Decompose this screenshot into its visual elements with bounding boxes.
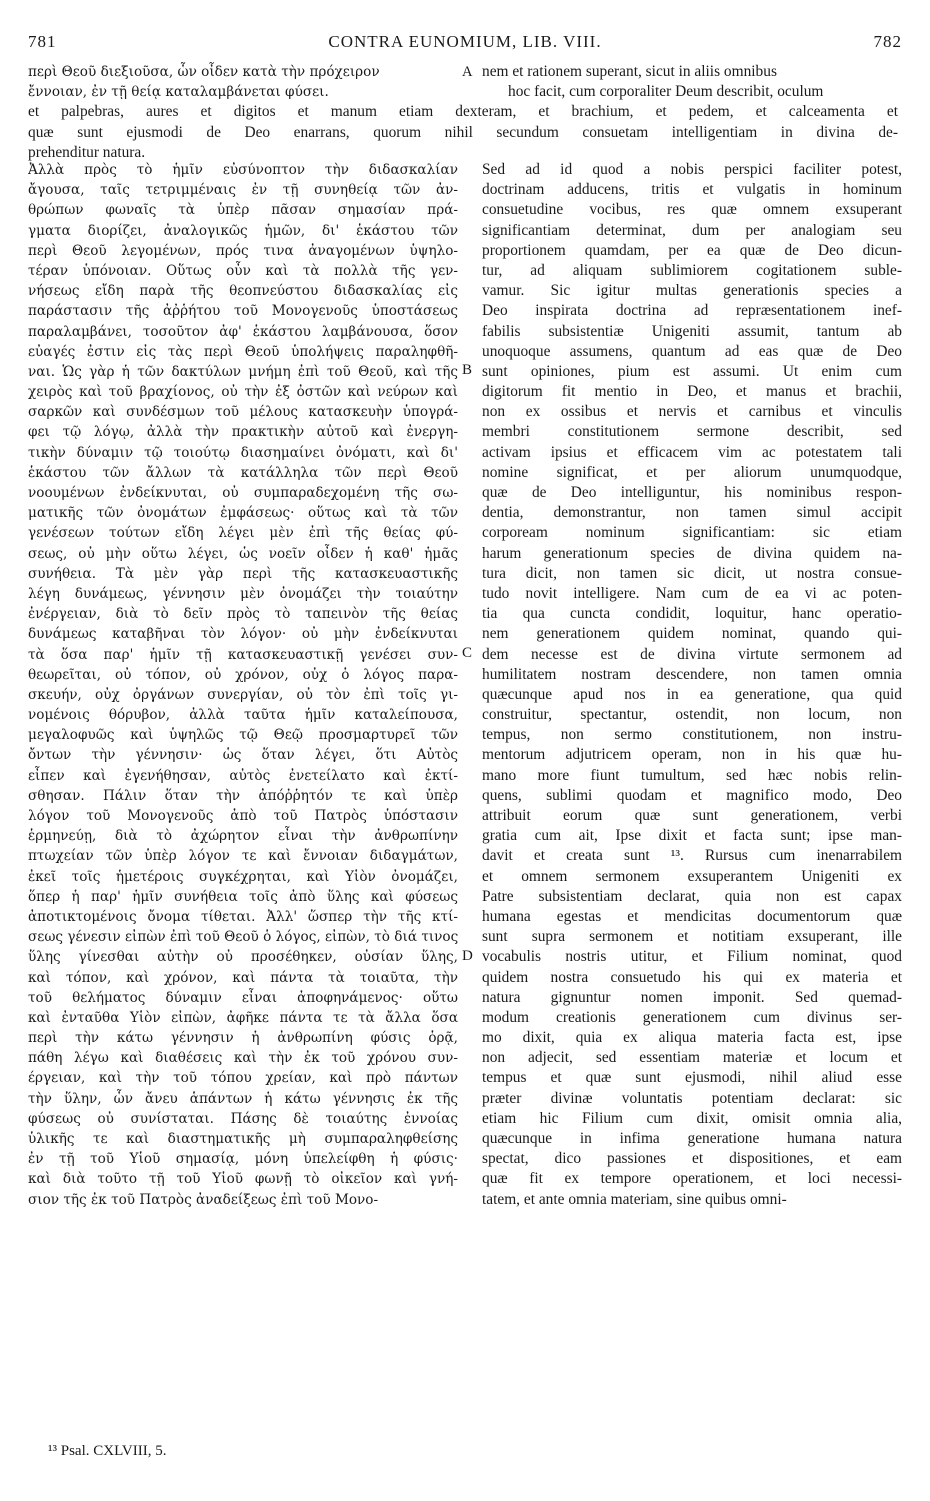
greek-line: τὰ ὅσα παρ' ἡμῖν τῇ κατασκευαστικῇ γενέσει συν- xyxy=(28,646,458,663)
section-marker: A xyxy=(462,64,473,80)
greek-line: ἐν τῇ τοῦ Υἱοῦ σημασίᾳ, μόνη ὑπελείφθη ἡ φύσις· xyxy=(28,1151,458,1168)
greek-line: ἄγουσα, ταῖς τετριμμέναις ἐν τῇ συνηθείᾳ τῶν ἀν- xyxy=(28,182,458,199)
greek-line: ἑρμηνεύῃ, διὰ τὸ ἀχώρητον εἶναι τὴν ἀνθρωπίνην xyxy=(28,828,458,845)
latin-wide-line: quæ sunt ejusmodi de Deo enarrans, quorum nihil secundum consuetam intelligentiam in divina de- xyxy=(28,123,898,141)
latin-column xyxy=(482,160,902,1210)
latin-line: et omnem sermonem exsuperantem Unigeniti ex xyxy=(482,867,902,885)
latin-line: non adjecit, sed essentiam materiæ et locum et xyxy=(482,1049,902,1067)
greek-line: ματικῆς τῶν ὀνομάτων ἐμφάσεως· οὕτως καὶ τὰ τῶν xyxy=(28,505,458,522)
latin-line: vocabulis nostris utitur, et Filium nominat, quod xyxy=(482,948,902,966)
latin-wide-line: prehenditur natura. xyxy=(28,143,146,161)
greek-line: ἐνέργειαν, διὰ τὸ δεῖν πρὸς τὸ ταπεινὸν τῆς θείας xyxy=(28,606,458,623)
latin-line: significantiam determinat, dum per analogiam seu xyxy=(482,221,902,239)
latin-line: vamur. Sic igitur multas generationis species a xyxy=(482,282,902,300)
greek-line: σεως γένεσιν εἰπὼν ἐπὶ τοῦ Θεοῦ ὁ λόγος, εἰπὼν, τὸ διά τινος xyxy=(28,929,458,946)
greek-line: πτωχείαν τῶν ὑπὲρ λόγον τε καὶ ἔννοιαν διδαγμάτων, xyxy=(28,848,458,865)
greek-line: τέραν ὑπόνοιαν. Οὕτως οὖν καὶ τὰ πολλὰ τῆς γεν- xyxy=(28,262,458,279)
greek-line: θρώπων φωναῖς τὰ ὑπὲρ πᾶσαν σημασίαν πρά- xyxy=(28,202,458,219)
latin-line: sunt supra sermonem et notitiam exsuperant, ille xyxy=(482,928,902,946)
latin-line: unoquoque assumens, quantum ad eas quæ de Deo xyxy=(482,342,902,360)
greek-line: θεωρεῖται, οὐ τόπον, οὐ χρόνον, οὐχ ὁ λόγος παρα- xyxy=(28,666,458,683)
latin-line: sunt opiniones, pium est assumi. Ut enim cum xyxy=(482,362,902,380)
greek-line: ἑκάστου τῶν ἄλλων τὰ κατάλληλα τῶν περὶ Θεοῦ xyxy=(28,464,458,481)
page-number-right: 782 xyxy=(873,32,902,51)
greek-line: ὅπερ ἡ παρ' ἡμῖν συνήθεια τοῖς ἀπὸ ὕλης καὶ φύσεως xyxy=(28,888,458,905)
greek-line: ὕλης γίνεσθαι αὐτὴν οὐ προσέθηκεν, οὐσίαν ὕλης, xyxy=(28,949,458,966)
latin-line: Deo inspirata doctrina ad repræsentationem inef- xyxy=(482,302,902,320)
greek-line: λόγον τοῦ Μονογενοῦς ἀπὸ τοῦ Πατρὸς ὑπόστασιν xyxy=(28,808,458,824)
greek-line: σκευήν, οὐχ ὀργάνων συνεργίαν, οὐ τὸν ἐπὶ τοῖς γι- xyxy=(28,686,458,703)
latin-line: quens, sublimi quodam et magnifico modo, Deo xyxy=(482,786,902,804)
latin-line: tura dicit, non tamen sic dicit, ut nostra consue- xyxy=(482,564,902,582)
latin-text: hoc facit, cum corporaliter Deum describit, oculum xyxy=(508,83,824,101)
latin-line: etiam hic Filium cum dixit, omisit omnia alia, xyxy=(482,1109,902,1127)
greek-text: περὶ Θεοῦ διεξιοῦσα, ὧν οἶδεν κατὰ τὴν πρόχειρον xyxy=(28,64,380,80)
latin-line: humilitatem nostram descendere, non tamen omnia xyxy=(482,665,902,683)
greek-line: μεγαλοφυῶς καὶ ὑψηλῶς τῷ Θεῷ προσμαρτυρεῖ τῶν xyxy=(28,727,458,744)
greek-line: τὴν ὕλην, ὧν ἄνευ ἁπάντων ἡ κάτω γέννησις ἐκ τῆς xyxy=(28,1090,458,1107)
greek-line: καὶ ἐνταῦθα Υἱὸν εἰπὼν, ἀφῆκε πάντα τε τὰ ἄλλα ὅσα xyxy=(28,1009,458,1026)
latin-line: non ex ossibus et nervis et carnibus et vinculis xyxy=(482,403,902,421)
greek-line: ἐκεῖ τοῖς ἡμετέροις συγκέχρηται, καὶ Υἱὸν ὀνομάζει, xyxy=(28,868,458,885)
latin-line: davit et creata sunt ¹³. Rursus cum inenarrabilem xyxy=(482,847,902,865)
greek-line: φει τῷ λόγῳ, ἀλλὰ τὴν πρακτικὴν αὐτοῦ καὶ ἐνεργη- xyxy=(28,424,458,441)
greek-line: γματα διορίζει, ἀναλογικῶς ἡμῶν, δι' ἑκάστου τῶν xyxy=(28,222,458,239)
top-block xyxy=(28,62,898,163)
greek-line: περὶ τὴν κάτω γέννησιν ἡ ἀνθρωπίνη φύσις ὁρᾷ, xyxy=(28,1030,458,1047)
latin-line: quidem nostra consuetudo his qui ex materia et xyxy=(482,968,902,986)
latin-line: Patre subsistentiam declarat, quia non est capax xyxy=(482,887,902,905)
latin-text: nem et rationem superant, sicut in aliis omnibus xyxy=(482,63,777,80)
latin-line: modum creationis generationem cum divinus ser- xyxy=(482,1008,902,1026)
greek-line: ναι. Ὡς γὰρ ἡ τῶν δακτύλων μνήμη ἐπὶ τοῦ Θεοῦ, καὶ τῆς xyxy=(28,363,458,380)
latin-line: attribuit eorum quæ sunt generationem, verbi xyxy=(482,807,902,824)
latin-line: consuetudine vocibus, res quæ omnem exsuperant xyxy=(482,201,902,219)
latin-line: quæ fit ex tempore operationem, et loci necessi- xyxy=(482,1170,902,1188)
latin-line: tudo novit intelligere. Nam cum de ea vi ac poten- xyxy=(482,584,902,602)
latin-line: doctrinam adducens, tritis et vulgatis in hominum xyxy=(482,181,902,199)
greek-line: καὶ διὰ τοῦτο τῇ τοῦ Υἱοῦ φωνῇ τὸ οἰκεῖον καὶ γνή- xyxy=(28,1171,458,1188)
greek-line: λέγη δυνάμεως, γέννησιν μὲν ὀνομάζει τὴν τοιαύτην xyxy=(28,585,458,602)
greek-line: δυνάμεως καταβῆναι τὸν λόγον· οὐ μὴν ἐνδείκνυται xyxy=(28,626,458,643)
greek-line: σιον τῆς ἐκ τοῦ Πατρὸς ἀναδείξεως ἐπὶ τοῦ Μονο- xyxy=(28,1191,379,1208)
latin-line: activam ipsius et efficacem vim ac potestatem tali xyxy=(482,443,902,461)
latin-line: gratia cum ait, Ipse dixit et facta sunt; ipse man- xyxy=(482,827,902,845)
latin-line: quæ de Deo intelliguntur, his nominibus respon- xyxy=(482,484,902,501)
latin-line: tatem, et ante omnia materiam, sine quibus omni- xyxy=(482,1190,787,1208)
greek-line: τοῦ θελήματος δύναμιν εἶναι ἀποφηνάμενος· οὕτω xyxy=(28,989,458,1006)
latin-line: mo dixit, quia ex aliqua materia facta est, ipse xyxy=(482,1029,902,1047)
greek-line: νήσεως εἴδη παρὰ τῆς θεοπνεύστου διδασκαλίας εἰς xyxy=(28,283,458,300)
footnote: ¹³ Psal. CXLVIII, 5. xyxy=(48,1443,167,1459)
greek-line: νομένοις θόρυβον, ἀλλὰ ταῦτα ἡμῖν καταλείπουσα, xyxy=(28,707,458,724)
greek-line: ὑλικῆς τε καὶ διαστηματικῆς μὴ συμπαραληφθείσης xyxy=(28,1131,458,1147)
greek-line: τικὴν δύναμιν τῷ τοιούτῳ διασημαίνει ὀνόματι, καὶ δι' xyxy=(28,444,458,461)
latin-line: quæcunque in infima generatione humana natura xyxy=(482,1130,902,1147)
latin-line: fabilis subsistentiæ Unigeniti assumit, tantum ab xyxy=(482,322,902,340)
greek-line: νοουμένων ἐνδείκνυται, οὐ συμπαραδεχομένη τῆς σω- xyxy=(28,485,458,501)
greek-line: φύσεως οὐ συνίσταται. Πάσης δὲ τοιαύτης ἐννοίας xyxy=(28,1110,458,1127)
page-header xyxy=(28,32,902,60)
greek-line: ἀποτικτομένοις ὄνομα τίθεται. Ἀλλ' ὥσπερ τὴν τῆς κτί- xyxy=(28,908,458,925)
latin-line: dentia, demonstrantur, non tamen simul accipit xyxy=(482,504,902,522)
greek-line: σεως, οὐ μὴν οὕτω λέγει, ὡς νοεῖν οἶδεν ἡ καθ' ἡμᾶς xyxy=(28,545,458,562)
greek-line: Ἀλλὰ πρὸς τὸ ἡμῖν εὐσύνοπτον τὴν διδασκαλίαν xyxy=(28,162,458,178)
section-marker: B xyxy=(462,362,473,378)
greek-line: παράστασιν τῆς ἀῤῥήτου τοῦ Μονογενοῦς ὑποστάσεως xyxy=(28,303,458,320)
latin-line: proportionem quamdam, per ea quæ de Deo dicun- xyxy=(482,241,902,259)
latin-line: natura gignuntur nomen imponit. Sed quemad- xyxy=(482,988,902,1006)
latin-wide-line: et palpebras, aures et digitos et manum etiam dexteram, et brachium, et pedem, et calceamenta et xyxy=(28,103,898,121)
latin-line: nem generationem quidem nominat, quando qui- xyxy=(482,625,902,643)
greek-line: σαρκῶν καὶ συνδέσμων τοῦ μέλους κατασκευὴν ὑπογρά- xyxy=(28,404,458,421)
greek-line: εἶπεν καὶ ἐγενήθησαν, αὐτὸς ἐνετείλατο καὶ ἐκτί- xyxy=(28,767,458,784)
greek-line: παραλαμβάνει, τοσοῦτον ἀφ' ἑκάστου λαμβάνουσα, ὅσον xyxy=(28,323,458,340)
running-title: CONTRA EUNOMIUM, LIB. VIII. xyxy=(328,32,602,51)
latin-line: membri constitutionem sermone describit, sed xyxy=(482,423,902,441)
top-line xyxy=(28,62,898,82)
greek-line: ὄντων τὴν γέννησιν· ὡς ὅταν λέγει, ὅτι Αὐτὸς xyxy=(28,747,458,764)
greek-line: συνήθεια. Τὰ μὲν γὰρ περὶ τῆς κατασκευαστικῆς xyxy=(28,565,458,582)
greek-line: σθησαν. Πάλιν ὅταν τὴν ἀπόῤῥητόν τε καὶ ὑπὲρ xyxy=(28,787,458,804)
latin-line: humana egestas et mendicitas documentorum quæ xyxy=(482,907,902,925)
latin-line: tur, ad aliquam sublimiorem cogitationem suble- xyxy=(482,261,902,279)
latin-line: spectat, dico passiones et dispositiones, et eam xyxy=(482,1150,902,1168)
latin-line: corpoream nominum significantiam: sic etiam xyxy=(482,524,902,542)
latin-line: tempus, non sermo constitutionem, non instru- xyxy=(482,726,902,744)
latin-line: mano more fiunt tumultum, sed hæc nobis relin- xyxy=(482,766,902,784)
latin-line: digitorum fit mentio in Deo, et manus et brachii, xyxy=(482,383,902,401)
latin-line: Sed ad id quod a nobis perspici faciliter potest, xyxy=(482,161,902,178)
greek-line: χειρὸς καὶ τοῦ βραχίονος, οὐ τὴν ἐξ ὀστῶν καὶ νεύρων καὶ xyxy=(28,384,458,401)
latin-line: tempus et quæ sunt ejusmodi, nihil aliud esse xyxy=(482,1069,902,1087)
section-marker: D xyxy=(462,947,473,964)
greek-line: πάθη λέγω καὶ διαθέσεις καὶ τὴν ἐκ τοῦ χρόνου συν- xyxy=(28,1050,458,1067)
section-marker: C xyxy=(462,644,473,661)
greek-column xyxy=(28,160,458,1210)
greek-text: ἔννοιαν, ἐν τῇ θείᾳ καταλαμβάνεται φύσει. xyxy=(28,84,329,101)
latin-line: dem necesse est de divina virtute sermonem ad xyxy=(482,645,902,663)
greek-line: καὶ τόπον, καὶ χρόνον, καὶ πάντα τὰ τοιαῦτα, τὴν xyxy=(28,969,458,986)
greek-line: γενέσεων τούτων εἴδη λέγει μὲν ἐπὶ τῆς θείας φύ- xyxy=(28,525,458,542)
latin-line: harum generationum species de divina quidem na- xyxy=(482,544,902,562)
latin-line: præter divinæ voluntatis potentiam declarat: sic xyxy=(482,1089,902,1107)
greek-line: περὶ Θεοῦ λεγομένων, πρός τινα ἀναγομένων ὑψηλο- xyxy=(28,242,458,259)
greek-line: εὐαγές ἐστιν εἰς τὰς περὶ Θεοῦ ὑπολήψεις παραληφθῆ- xyxy=(28,343,458,360)
latin-line: tia qua cuncta condidit, loquitur, hanc operatio- xyxy=(482,605,902,623)
page-number-left: 781 xyxy=(28,32,57,51)
latin-line: mentorum adjutricem operam, non in his quæ hu- xyxy=(482,746,902,764)
latin-line: quæcunque apud nos in ea generatione, qua quid xyxy=(482,685,902,703)
latin-line: construitur, spectantur, ostendit, non locum, non xyxy=(482,706,902,724)
latin-line: nomine significat, et per aliorum unumquodque, xyxy=(482,463,902,481)
top-line xyxy=(28,82,898,102)
greek-line: έργειαν, καὶ τὴν τοῦ τόπου χρείαν, καὶ πρὸ πάντων xyxy=(28,1070,458,1087)
